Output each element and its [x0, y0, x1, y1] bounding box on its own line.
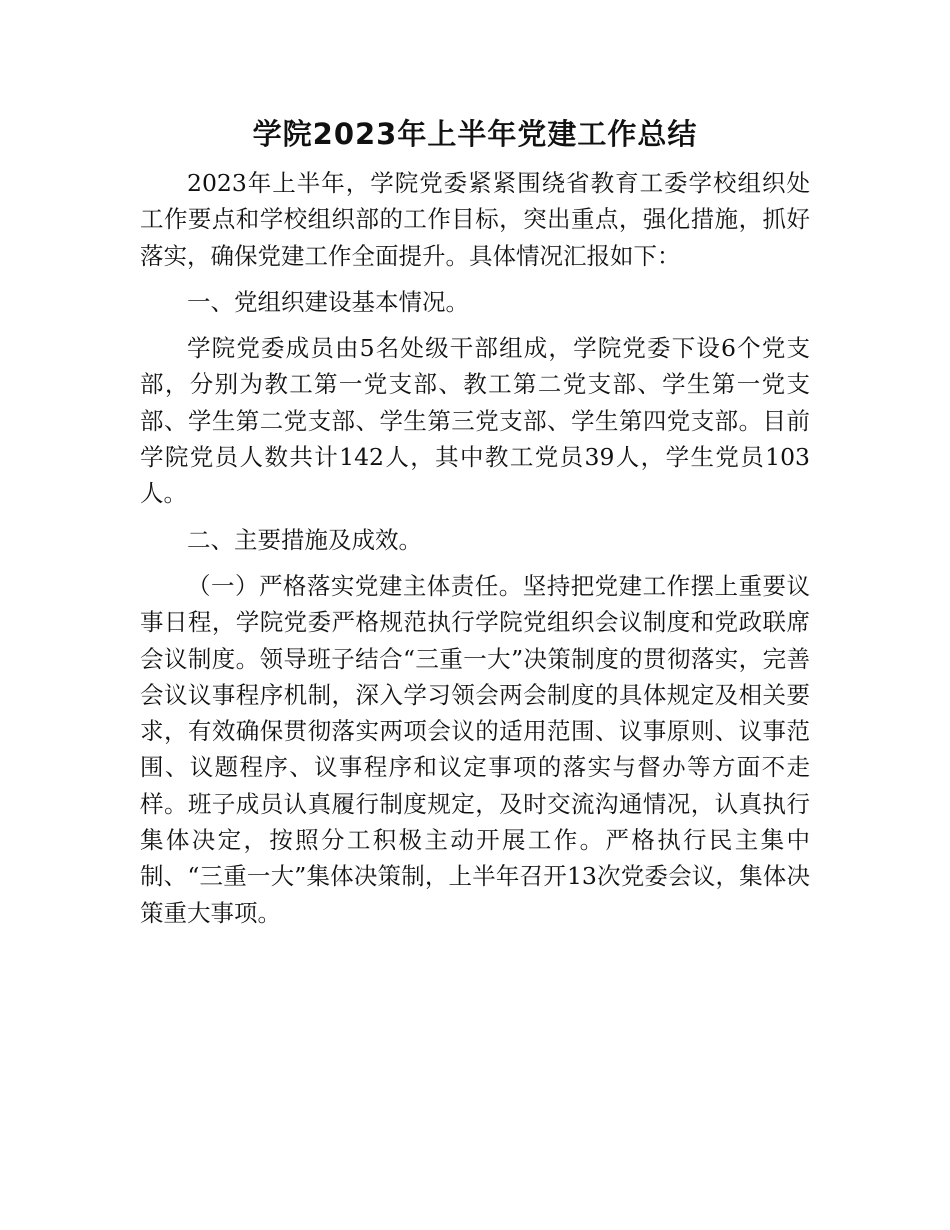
section-heading-1: 一、党组织建设基本情况。 [187, 287, 469, 316]
intro-paragraph: 2023年上半年，学院党委紧紧围绕省教育工委学校组织处工作要点和学校组织部的工作目标，突出重点，强化措施，抓好落实，确保党建工作全面提升。具体情况汇报如下： [140, 169, 810, 270]
document-body [140, 165, 810, 931]
document-title: 学院2023年上半年党建工作总结 [252, 117, 698, 151]
responsibility-paragraph: （一）严格落实党建主体责任。坚持把党建工作摆上重要议事日程，学院党委严格规范执行学院党组织会议制度和党政联席会议制度。领导班子结合“三重一大”决策制度的贯彻落实，完善会议议事程序机制，深入学习领会两会制度的具体规定及相关要求，有效确保贯彻落实两项会议的适用范围、议事原则、议事范围、议题程序、议事程序和议定事项的落实与督办等方面不走样。班子成员认真履行制度规定，及时交流沟通情况，认真执行集体决定，按照分工积极主动开展工作。严格执行民主集中制、“三重一大”集体决策制，上半年召开13次党委会议，集体决策重大事项。 [140, 571, 810, 927]
section-heading-2: 二、主要措施及成效。 [187, 525, 422, 554]
organization-paragraph: 学院党委成员由5名处级干部组成，学院党委下设6个党支部，分别为教工第一党支部、教工第二党支部、学生第一党支部、学生第二党支部、学生第三党支部、学生第四党支部。目前学院党员人数共计142人，其中教工党员39人，学生党员103人。 [140, 334, 810, 508]
